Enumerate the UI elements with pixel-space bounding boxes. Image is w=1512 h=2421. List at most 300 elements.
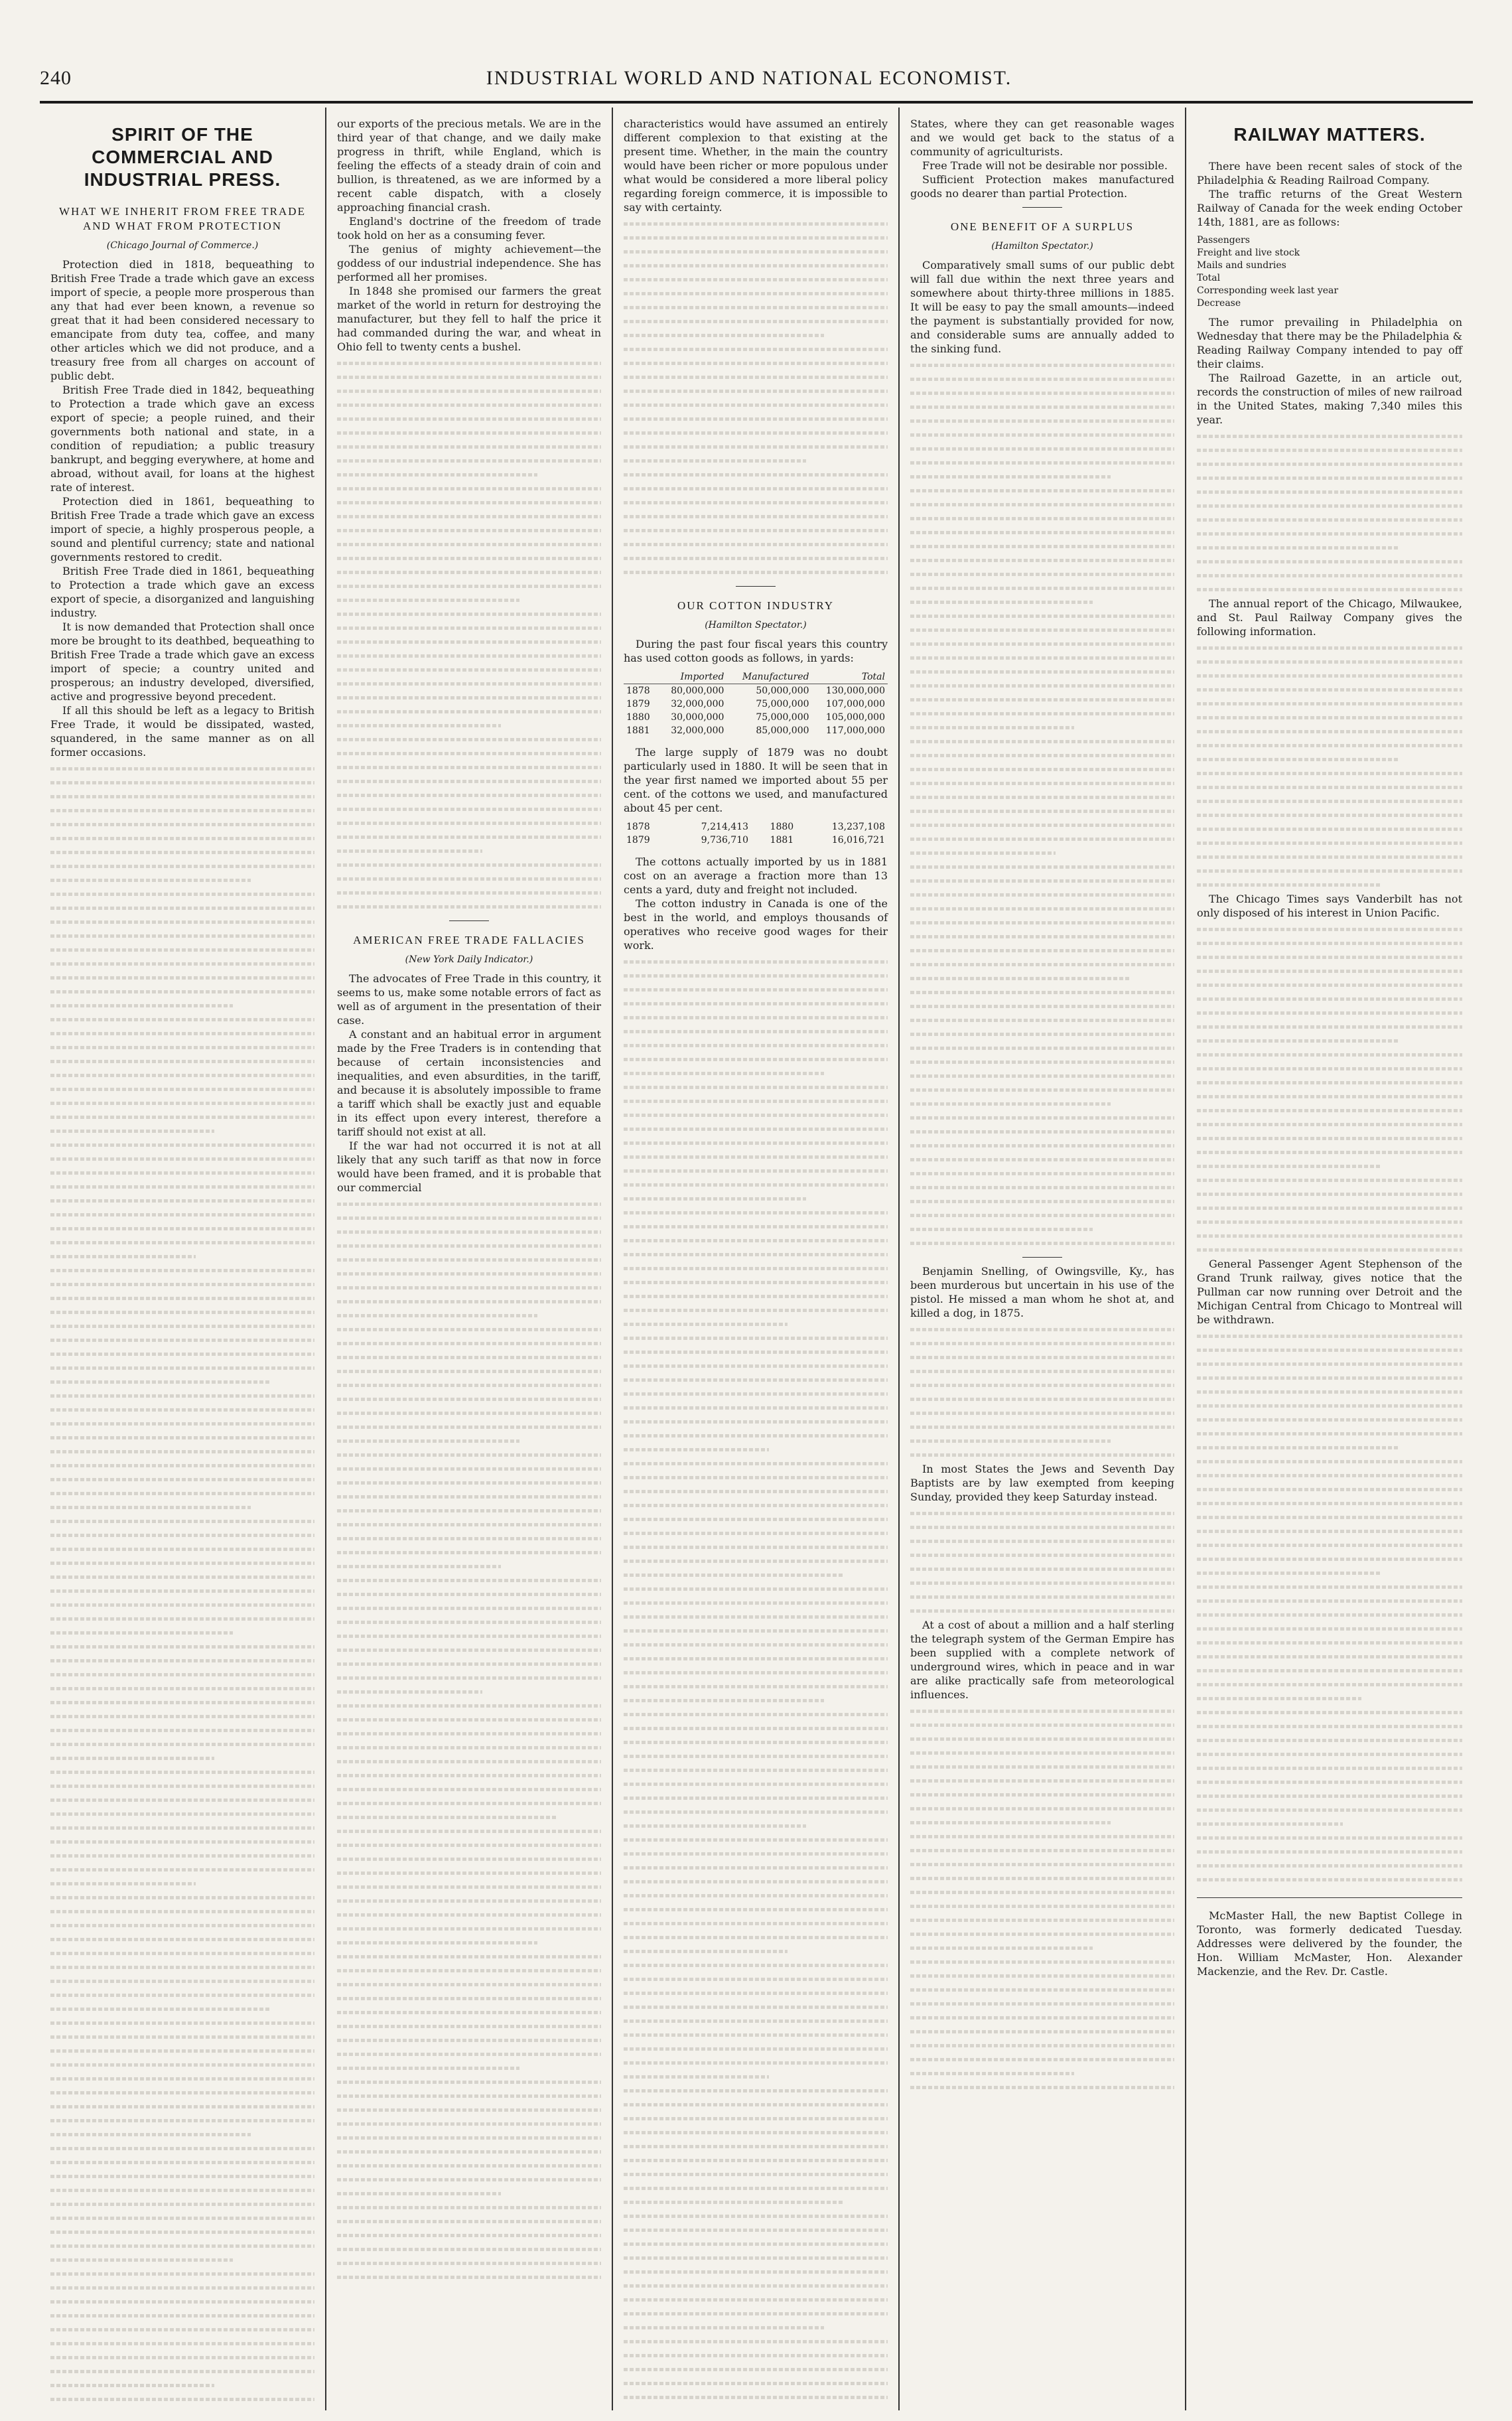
text-line-placeholder — [624, 1638, 888, 1652]
text-line-placeholder — [337, 2256, 601, 2270]
text-line-placeholder — [50, 1361, 314, 1375]
text-filler — [1197, 641, 1462, 892]
text-line-placeholder — [1197, 1524, 1462, 1538]
text-line-placeholder — [337, 1364, 601, 1378]
text-line-placeholder — [1197, 1413, 1462, 1427]
traffic-returns — [1197, 234, 1462, 310]
paragraph: Benjamin Snelling, of Owingsville, Ky., has been murderous but uncertain in his use of the pistol. He missed a man whom he shot at, and killed a dog, in 1875. — [910, 1265, 1174, 1319]
text-line-placeholder — [50, 915, 314, 929]
text-line-placeholder — [910, 1181, 1174, 1195]
text-line-placeholder — [337, 1323, 601, 1337]
text-line-placeholder — [1197, 1441, 1399, 1455]
text-line-placeholder — [50, 1166, 314, 1180]
text-line-placeholder — [337, 412, 601, 426]
table-cell: 1878 — [626, 686, 650, 696]
text-line-placeholder — [337, 1476, 601, 1490]
table-cell: 117,000,000 — [825, 725, 885, 736]
paragraph: The genius of mighty achievement—the goddess of our industrial independence. She has performed all her promises. — [337, 243, 601, 283]
text-line-placeholder — [910, 1774, 1174, 1788]
text-filler — [624, 217, 888, 579]
text-line-placeholder — [1197, 1229, 1462, 1243]
text-line-placeholder — [624, 1289, 888, 1303]
text-line-placeholder — [624, 1429, 888, 1443]
text-line-placeholder — [910, 595, 1093, 609]
text-line-placeholder — [50, 2002, 269, 2016]
text-line-placeholder — [910, 860, 1174, 874]
text-line-placeholder — [337, 468, 537, 482]
text-line-placeholder — [50, 957, 314, 971]
text-line-placeholder — [50, 2309, 314, 2323]
text-line-placeholder — [910, 526, 1174, 540]
text-line-placeholder — [910, 1788, 1174, 1802]
text-line-placeholder — [624, 2251, 888, 2265]
text-line-placeholder — [910, 749, 1174, 763]
text-filler — [1197, 1329, 1462, 1887]
text-line-placeholder — [910, 442, 1174, 456]
text-line-placeholder — [624, 1819, 806, 1833]
text-line-placeholder — [50, 943, 314, 957]
table-cell: 30,000,000 — [671, 712, 724, 723]
text-line-placeholder — [624, 1958, 888, 1972]
text-line-placeholder — [910, 944, 1174, 958]
text-line-placeholder — [624, 1164, 888, 1178]
text-line-placeholder — [624, 468, 888, 482]
text-line-placeholder — [910, 804, 1174, 818]
text-filler — [337, 1197, 601, 2284]
text-line-placeholder — [50, 2225, 314, 2239]
text-line-placeholder — [624, 2181, 888, 2195]
text-line-placeholder — [1197, 1692, 1361, 1706]
text-line-placeholder — [910, 372, 1174, 386]
text-line-placeholder — [50, 762, 314, 776]
text-line-placeholder — [1197, 1062, 1462, 1076]
text-line-placeholder — [50, 1514, 314, 1528]
text-line-placeholder — [1197, 697, 1462, 711]
text-line-placeholder — [910, 1167, 1174, 1181]
table-cell: 32,000,000 — [671, 699, 724, 709]
text-line-placeholder — [50, 1835, 314, 1849]
text-line-placeholder — [50, 1626, 233, 1640]
text-line-placeholder — [337, 1378, 601, 1392]
text-line-placeholder — [910, 1983, 1174, 1997]
text-line-placeholder — [910, 1871, 1174, 1885]
text-line-placeholder — [624, 565, 888, 579]
text-line-placeholder — [624, 1331, 888, 1345]
paragraph: If the war had not occurred it is not at all likely that any such tariff as that now in force would have been framed, and it is probable that our commercial — [337, 1139, 601, 1194]
text-line-placeholder — [910, 1802, 1174, 1816]
text-line-placeholder — [624, 1568, 843, 1582]
text-line-placeholder — [337, 1699, 601, 1713]
text-line-placeholder — [624, 2390, 888, 2404]
text-line-placeholder — [910, 1732, 1174, 1746]
text-line-placeholder — [624, 1680, 888, 1694]
text-line-placeholder — [1197, 655, 1462, 669]
text-line-placeholder — [337, 1462, 601, 1476]
table-row — [624, 834, 888, 847]
text-line-placeholder — [50, 1194, 314, 1208]
text-line-placeholder — [910, 1351, 1174, 1364]
text-line-placeholder — [624, 1276, 888, 1289]
text-line-placeholder — [910, 567, 1174, 581]
text-line-placeholder — [50, 2016, 314, 2030]
text-line-placeholder — [624, 969, 888, 983]
text-line-placeholder — [624, 1847, 888, 1861]
paragraph: England's doctrine of the freedom of trade took hold on her as a consuming fever. — [337, 215, 601, 242]
text-line-placeholder — [624, 384, 888, 398]
text-line-placeholder — [337, 774, 601, 788]
text-line-placeholder — [1197, 457, 1462, 471]
text-line-placeholder — [337, 1281, 601, 1295]
text-line-placeholder — [50, 1445, 314, 1459]
text-line-placeholder — [624, 2307, 888, 2321]
text-line-placeholder — [910, 930, 1174, 944]
text-line-placeholder — [50, 1696, 314, 1710]
text-line-placeholder — [624, 1206, 888, 1220]
column-1 — [40, 108, 326, 2410]
text-line-placeholder — [50, 1250, 196, 1264]
text-line-placeholder — [910, 553, 1174, 567]
paragraph: The traffic returns of the Great Western Railway of Canada for the week ending October 14th, 1881, are as follows: — [1197, 188, 1462, 228]
text-line-placeholder — [1197, 669, 1462, 683]
divider — [1022, 207, 1062, 208]
text-line-placeholder — [624, 1443, 769, 1457]
text-line-placeholder — [1197, 1329, 1462, 1343]
text-line-placeholder — [624, 1178, 888, 1192]
text-line-placeholder — [50, 2183, 314, 2197]
text-line-placeholder — [910, 1590, 1174, 1604]
text-line-placeholder — [337, 1727, 601, 1741]
text-line-placeholder — [910, 1562, 1174, 1576]
text-line-placeholder — [910, 776, 1174, 790]
text-line-placeholder — [624, 1875, 888, 1889]
text-line-placeholder — [624, 1262, 888, 1276]
text-line-placeholder — [1197, 1678, 1462, 1692]
text-line-placeholder — [1197, 429, 1462, 443]
table-cell: 107,000,000 — [825, 699, 885, 709]
text-line-placeholder — [1197, 443, 1462, 457]
text-line-placeholder — [624, 1861, 888, 1875]
text-line-placeholder — [910, 693, 1174, 707]
text-line-placeholder — [910, 1111, 1174, 1125]
text-line-placeholder — [337, 1434, 519, 1448]
table-header: Imported — [657, 670, 726, 684]
text-line-placeholder — [50, 873, 251, 887]
text-line-placeholder — [910, 1760, 1174, 1774]
text-line-placeholder — [50, 1417, 314, 1431]
text-line-placeholder — [910, 581, 1174, 595]
text-line-placeholder — [337, 2047, 601, 2061]
text-line-placeholder — [1197, 1789, 1462, 1803]
text-line-placeholder — [50, 1347, 314, 1361]
text-line-placeholder — [1197, 1201, 1462, 1215]
text-line-placeholder — [1197, 878, 1380, 892]
text-line-placeholder — [337, 900, 601, 914]
text-line-placeholder — [624, 1554, 888, 1568]
traffic-row: Decrease — [1197, 298, 1241, 309]
text-line-placeholder — [50, 1152, 314, 1166]
text-line-placeholder — [910, 999, 1174, 1013]
text-line-placeholder — [1197, 1831, 1462, 1845]
text-line-placeholder — [1197, 1859, 1462, 1873]
paragraph: Sufficient Protection makes manufactured goods no dearer than partial Protection. — [910, 173, 1174, 200]
text-line-placeholder — [624, 426, 888, 440]
text-line-placeholder — [337, 1769, 601, 1783]
table-cell: 105,000,000 — [825, 712, 885, 723]
text-line-placeholder — [337, 1601, 601, 1615]
text-line-placeholder — [910, 735, 1174, 749]
paragraph: At a cost of about a million and a half sterling the telegraph system of the German Empire has been supplied with a complete network of underground wires, which in peace and in war are alike practically safe from meteorological influences. — [910, 1619, 1174, 1701]
text-line-placeholder — [50, 845, 314, 859]
text-line-placeholder — [910, 1069, 1174, 1083]
table-header: Manufactured — [726, 670, 811, 684]
text-line-placeholder — [910, 2053, 1174, 2067]
text-line-placeholder — [337, 1685, 482, 1699]
text-line-placeholder — [337, 621, 601, 635]
text-line-placeholder — [337, 1936, 537, 1950]
text-line-placeholder — [1197, 683, 1462, 697]
text-line-placeholder — [50, 2211, 314, 2225]
text-line-placeholder — [624, 2195, 843, 2209]
text-line-placeholder — [337, 1420, 601, 1434]
text-line-placeholder — [337, 1824, 601, 1838]
text-line-placeholder — [50, 1821, 314, 1835]
text-line-placeholder — [337, 635, 601, 649]
text-line-placeholder — [337, 1992, 601, 2006]
text-line-placeholder — [1197, 1076, 1462, 1090]
table-row — [624, 724, 888, 737]
text-line-placeholder — [624, 245, 888, 259]
text-line-placeholder — [910, 1097, 1111, 1111]
text-line-placeholder — [337, 1337, 601, 1351]
text-line-placeholder — [1197, 1104, 1462, 1118]
text-line-placeholder — [910, 1448, 1174, 1462]
text-line-placeholder — [1197, 808, 1462, 822]
text-line-placeholder — [50, 2128, 251, 2142]
text-line-placeholder — [337, 1615, 601, 1629]
text-line-placeholder — [910, 1746, 1174, 1760]
text-line-placeholder — [910, 386, 1174, 400]
text-line-placeholder — [337, 440, 601, 454]
text-line-placeholder — [337, 538, 601, 551]
text-line-placeholder — [50, 2197, 314, 2211]
text-line-placeholder — [624, 1722, 888, 1735]
text-line-placeholder — [50, 1542, 314, 1556]
text-line-placeholder — [50, 2281, 314, 2295]
text-line-placeholder — [910, 1323, 1174, 1337]
text-line-placeholder — [910, 651, 1174, 665]
text-line-placeholder — [337, 1866, 601, 1880]
text-line-placeholder — [624, 1373, 888, 1387]
text-line-placeholder — [624, 1457, 888, 1471]
text-line-placeholder — [337, 496, 601, 510]
text-line-placeholder — [1197, 1650, 1462, 1664]
text-line-placeholder — [624, 2363, 888, 2377]
text-line-placeholder — [337, 1490, 601, 1504]
section-headline: SPIRIT OF THE COMMERCIAL AND INDUSTRIAL PRESS. — [84, 124, 281, 190]
text-line-placeholder — [337, 1211, 601, 1225]
text-line-placeholder — [50, 1556, 314, 1570]
text-line-placeholder — [910, 665, 1174, 679]
paragraph: characteristics would have assumed an entirely different complexion to that existing at the present time. Whether, in the main the country would have been richer or more populous under what would be considered a more liberal policy regarding foreign commerce, it is impossible to say with certainty. — [624, 117, 888, 214]
paragraph: The cottons actually imported by us in 1881 cost on an average a fraction more than 13 cents a yard, duty and freight not included. — [624, 855, 888, 896]
text-line-placeholder — [624, 1234, 888, 1248]
text-line-placeholder — [1197, 1664, 1462, 1678]
columns — [40, 108, 1473, 2410]
text-line-placeholder — [910, 707, 1174, 721]
text-line-placeholder — [1197, 753, 1399, 767]
text-line-placeholder — [337, 2187, 501, 2201]
text-line-placeholder — [337, 886, 601, 900]
text-line-placeholder — [50, 2392, 314, 2406]
text-line-placeholder — [624, 1136, 888, 1150]
text-line-placeholder — [50, 887, 314, 901]
text-line-placeholder — [337, 802, 601, 816]
text-line-placeholder — [337, 2201, 601, 2215]
table-cell: 75,000,000 — [756, 712, 809, 723]
text-line-placeholder — [1197, 513, 1462, 527]
text-line-placeholder — [337, 454, 601, 468]
text-line-placeholder — [624, 329, 824, 342]
traffic-row: Passengers — [1197, 235, 1250, 246]
text-line-placeholder — [1197, 499, 1462, 513]
text-line-placeholder — [50, 1946, 314, 1960]
traffic-row: Corresponding week last year — [1197, 285, 1339, 296]
text-line-placeholder — [1197, 794, 1462, 808]
text-line-placeholder — [624, 1666, 888, 1680]
text-line-placeholder — [50, 1264, 314, 1278]
text-line-placeholder — [337, 2006, 601, 2019]
text-line-placeholder — [1197, 1048, 1462, 1062]
text-line-placeholder — [1197, 1873, 1462, 1887]
text-line-placeholder — [1197, 1497, 1462, 1510]
text-line-placeholder — [337, 2173, 601, 2187]
text-line-placeholder — [50, 985, 314, 999]
text-line-placeholder — [337, 1532, 601, 1546]
text-filler — [910, 1506, 1174, 1618]
text-line-placeholder — [337, 1239, 601, 1253]
text-line-placeholder — [337, 370, 601, 384]
text-line-placeholder — [624, 1053, 888, 1066]
text-line-placeholder — [910, 972, 1129, 986]
text-line-placeholder — [1197, 1006, 1462, 1020]
text-line-placeholder — [624, 2293, 888, 2307]
text-line-placeholder — [337, 1392, 601, 1406]
text-line-placeholder — [337, 2215, 601, 2229]
text-line-placeholder — [337, 1671, 601, 1685]
text-line-placeholder — [624, 538, 888, 551]
paragraph: It is now demanded that Protection shall once more be brought to its deathbed, bequeathing to British Free Trade a trade which gave an excess import of specie; a country united and prosperous; an industry developed, diversified, active and progressive beyond precedent. — [50, 621, 314, 703]
text-line-placeholder — [910, 1941, 1093, 1955]
text-line-placeholder — [50, 1291, 314, 1305]
text-line-placeholder — [624, 315, 888, 329]
text-line-placeholder — [624, 1791, 888, 1805]
text-line-placeholder — [910, 540, 1174, 553]
text-line-placeholder — [337, 1657, 601, 1671]
text-line-placeholder — [910, 2025, 1174, 2039]
table-cell: 1880 — [770, 822, 794, 832]
text-line-placeholder — [50, 1737, 314, 1751]
text-line-placeholder — [337, 482, 601, 496]
text-line-placeholder — [1197, 864, 1462, 878]
text-line-placeholder — [624, 1526, 888, 1540]
text-line-placeholder — [50, 2351, 314, 2365]
text-line-placeholder — [624, 1986, 888, 2000]
text-line-placeholder — [624, 1749, 888, 1763]
text-line-placeholder — [624, 1917, 888, 1931]
article-source: (New York Daily Indicator.) — [405, 954, 533, 965]
text-line-placeholder — [910, 400, 1174, 414]
text-line-placeholder — [50, 1765, 314, 1779]
text-line-placeholder — [624, 2070, 769, 2084]
text-line-placeholder — [337, 1838, 601, 1852]
text-line-placeholder — [910, 1927, 1174, 1941]
text-line-placeholder — [624, 1485, 888, 1499]
text-line-placeholder — [1197, 1622, 1462, 1636]
text-line-placeholder — [624, 342, 888, 356]
text-line-placeholder — [337, 1253, 601, 1267]
text-line-placeholder — [337, 2131, 601, 2145]
text-line-placeholder — [1197, 1761, 1462, 1775]
text-line-placeholder — [337, 1518, 601, 1532]
text-line-placeholder — [50, 1459, 314, 1473]
text-line-placeholder — [910, 1153, 1174, 1167]
text-line-placeholder — [624, 1596, 888, 1610]
text-line-placeholder — [910, 1534, 1174, 1548]
text-line-placeholder — [910, 1195, 1174, 1209]
text-line-placeholder — [337, 1197, 601, 1211]
text-line-placeholder — [624, 1652, 888, 1666]
text-filler — [1197, 922, 1462, 1257]
text-line-placeholder — [624, 2112, 888, 2126]
text-line-placeholder — [337, 2229, 601, 2242]
text-line-placeholder — [1197, 922, 1462, 936]
paragraph: There have been recent sales of stock of the Philadelphia & Reading Railroad Company. — [1197, 160, 1462, 186]
text-line-placeholder — [624, 1708, 888, 1722]
text-line-placeholder — [337, 607, 601, 621]
text-line-placeholder — [50, 1528, 314, 1542]
text-filler — [337, 356, 601, 914]
text-line-placeholder — [50, 1431, 314, 1445]
text-line-placeholder — [624, 1094, 888, 1108]
text-line-placeholder — [910, 484, 1174, 498]
text-line-placeholder — [624, 2140, 888, 2154]
text-line-placeholder — [1197, 1427, 1462, 1441]
text-line-placeholder — [910, 1236, 1174, 1250]
text-line-placeholder — [624, 1401, 888, 1415]
text-line-placeholder — [337, 579, 601, 593]
text-line-placeholder — [624, 259, 888, 273]
text-line-placeholder — [624, 2084, 888, 2098]
text-line-placeholder — [50, 2142, 314, 2156]
text-line-placeholder — [1197, 1733, 1462, 1747]
text-line-placeholder — [337, 1908, 601, 1922]
text-line-placeholder — [337, 2089, 601, 2103]
text-line-placeholder — [624, 2349, 888, 2363]
text-filler — [910, 358, 1174, 1250]
text-line-placeholder — [624, 1122, 888, 1136]
text-line-placeholder — [50, 1640, 314, 1654]
text-line-placeholder — [624, 482, 888, 496]
text-line-placeholder — [910, 358, 1174, 372]
text-line-placeholder — [50, 1013, 314, 1027]
masthead-rule — [40, 101, 1473, 104]
text-line-placeholder — [1197, 1034, 1399, 1048]
text-line-placeholder — [910, 1997, 1174, 2011]
column-4 — [900, 108, 1186, 2410]
paragraph: Free Trade will not be desirable nor possible. — [922, 159, 1168, 172]
text-line-placeholder — [910, 609, 1174, 623]
text-line-placeholder — [50, 901, 314, 915]
